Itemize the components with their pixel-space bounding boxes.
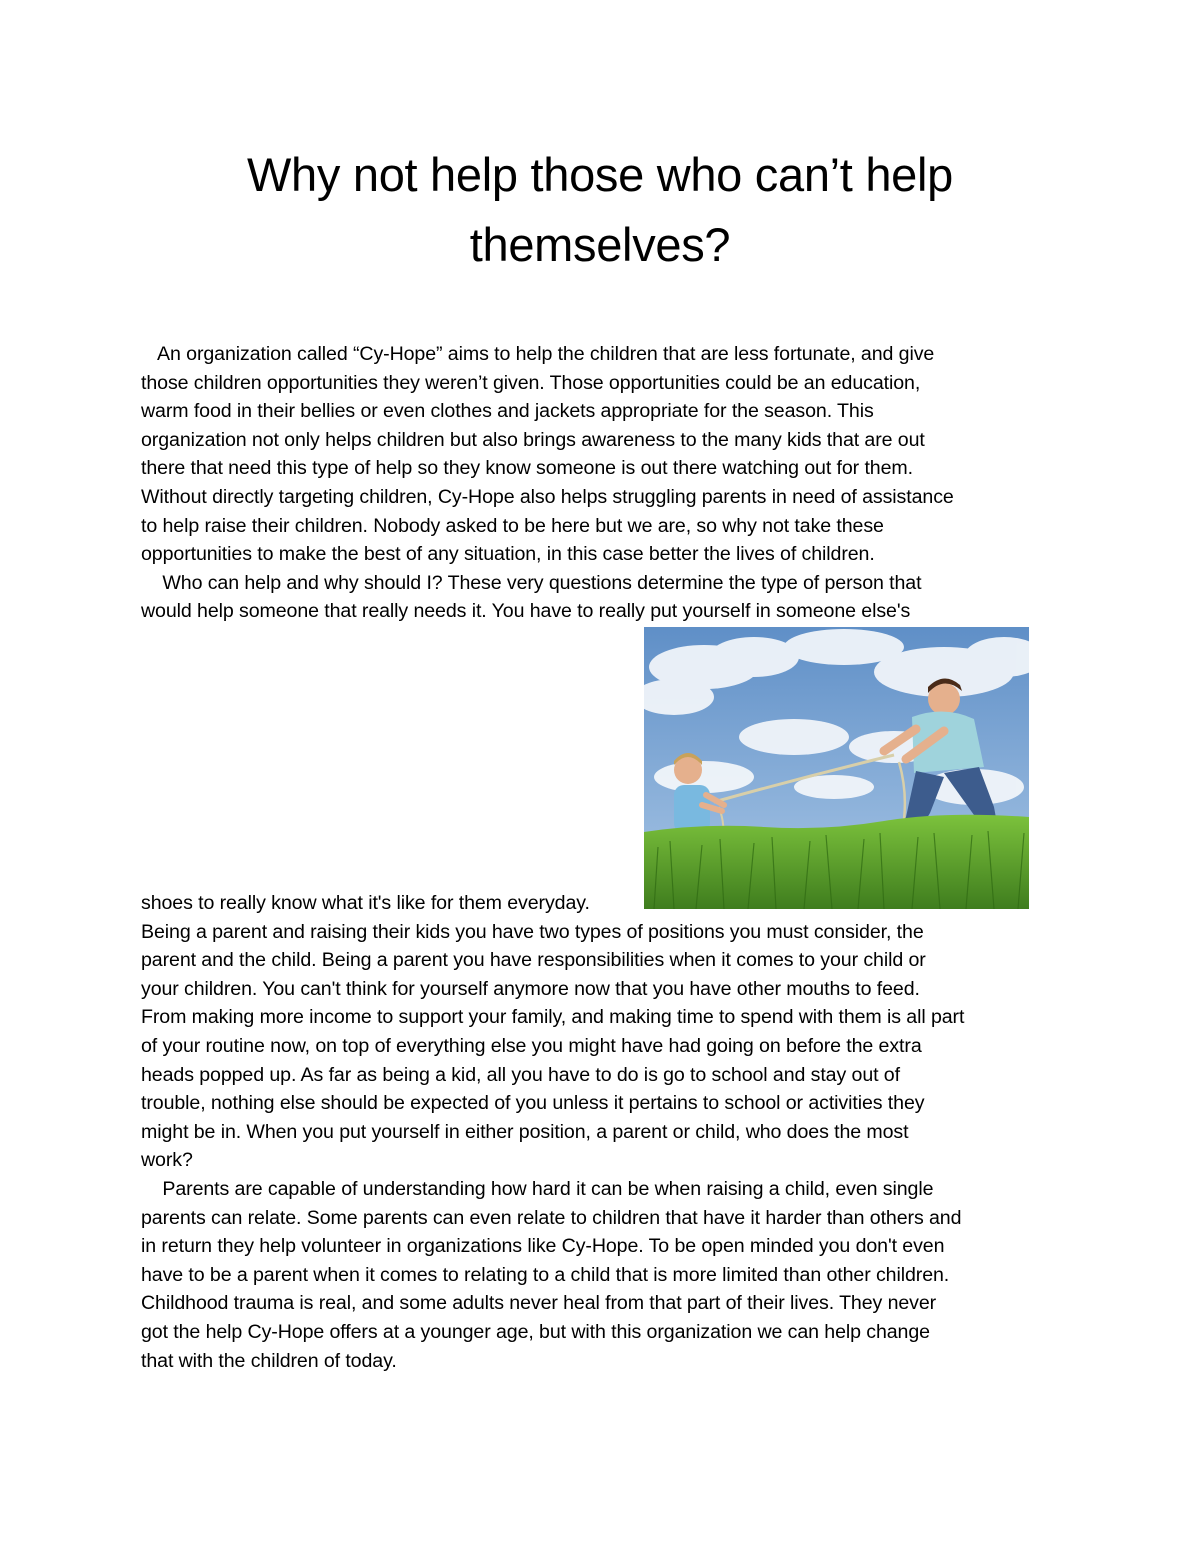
- tug-of-war-photo: [644, 627, 1029, 909]
- body-paragraphs-part-2: shoes to really know what it's like for them everyday. Being a parent and raising their kids you have two types of positions you must consider, the parent and the child. Being a parent you have responsibilities when it comes to your child or your children. You can't think for yourself anymore now that you have other mouths to feed. From making more income to support your family, and making time to spend with them is all part of your routine now, on top of everything else you might have had going on before the extra heads popped up. As far as being a kid, all you have to do is go to school and stay out of trouble, nothing else should be expected of you unless it pertains to school or activities they might be in. When you put yourself in either position, a parent or child, who does the most work? Parents are capable of understanding how hard it can be when raising a child, even single parents can relate. Some parents can even relate to children that have it harder than others and in return they help volunteer in organizations like Cy-Hope. To be open minded you don't even have to be a parent when it comes to relating to a child that is more limited than other children. Childhood trauma is real, and some adults never heal from that part of their lives. They never got the help Cy-Hope offers at a younger age, but with this organization we can help change that with the children of today.: [141, 892, 965, 1372]
- page-title: [140, 140, 1060, 280]
- body-paragraphs-part-1: An organization called “Cy-Hope” aims to help the children that are less fortunate, and give those children opportunities they weren’t given. Those opportunities could be an education, warm food in their bellies or even clothes and jackets appropriate for the season. This organization not only helps children but also brings awareness to the many kids that are out there that need this type of help so they know someone is out there watching out for them. Without directly targeting children, Cy-Hope also helps struggling parents in need of assistance to help raise their children. Nobody asked to be here but we are, so why not take these opportunities to make the best of any situation, in this case better the lives of children. Who can help and why should I? These very questions determine the type of person that would help someone that really needs it. You have to really put yourself in someone else's: [141, 343, 954, 623]
- title-line-2: themselves?: [469, 218, 731, 271]
- title-line-1: Why not help those who can’t help: [247, 148, 953, 201]
